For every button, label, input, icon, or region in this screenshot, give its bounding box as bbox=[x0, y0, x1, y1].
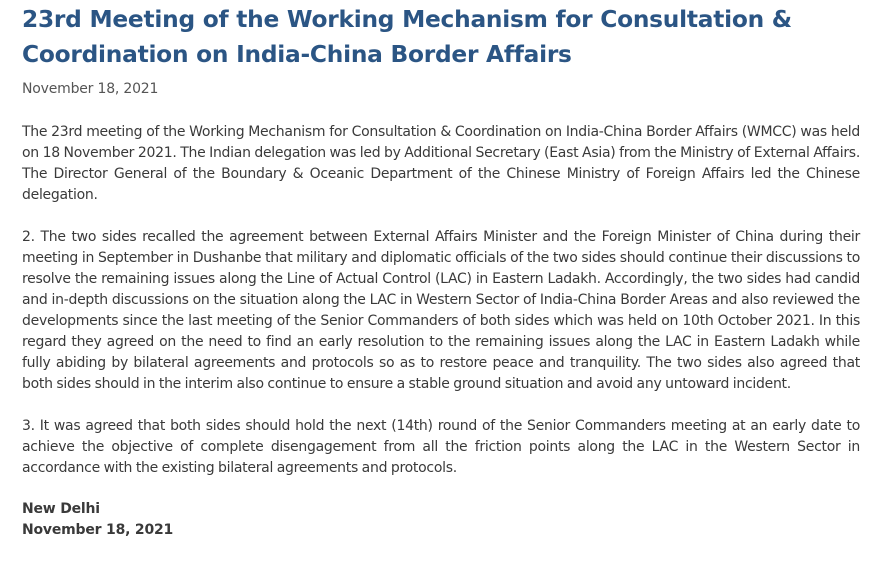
paragraph-3: 3. It was agreed that both sides should hold the next (14th) round of the Senior Commanders meeting at an early date to achieve the objective of complete disengagement from all the friction points along the LAC in the Western Sector in accordance with the existing bilateral agreements and protocols. bbox=[22, 418, 860, 476]
paragraph-2: 2. The two sides recalled the agreement between External Affairs Minister and the Foreign Minister of China during their meeting in September in Dushanbe that military and diplomatic officials of the two sides should continue their discussions to resolve the remaining issues along the Line of Actual Control (LAC) in Eastern Ladakh. Accordingly, the two sides had candid and in-depth discussions on the situation along the LAC in Western Sector of India-China Border Areas and also reviewed the developments since the last meeting of the Senior Commanders of both sides which was held on 10th October 2021. In this regard they agreed on the need to find an early resolution to the remaining issues along the LAC in Eastern Ladakh while fully abiding by bilateral agreements and protocols so as to restore peace and tranquility. The two sides also agreed that both sides should in the interim also continue to ensure a stable ground situation and avoid any untoward incident. bbox=[22, 229, 860, 392]
publish-date: November 18, 2021 bbox=[22, 81, 159, 97]
page-title: 23rd Meeting of the Working Mechanism for Consultation & Coordination on India-China Border Affairs bbox=[22, 6, 792, 68]
paragraph-1: The 23rd meeting of the Working Mechanism for Consultation & Coordination on India-China Border Affairs (WMCC) was held on 18 November 2021. The Indian delegation was led by Additional Secretary (East Asia) from the Ministry of External Affairs. The Director General of the Boundary & Oceanic Department of the Chinese Ministry of Foreign Affairs led the Chinese delegation. bbox=[22, 124, 860, 203]
signoff bbox=[22, 499, 860, 541]
article-body bbox=[22, 122, 860, 479]
signoff-place: New Delhi bbox=[22, 501, 100, 517]
signoff-date: November 18, 2021 bbox=[22, 522, 174, 538]
